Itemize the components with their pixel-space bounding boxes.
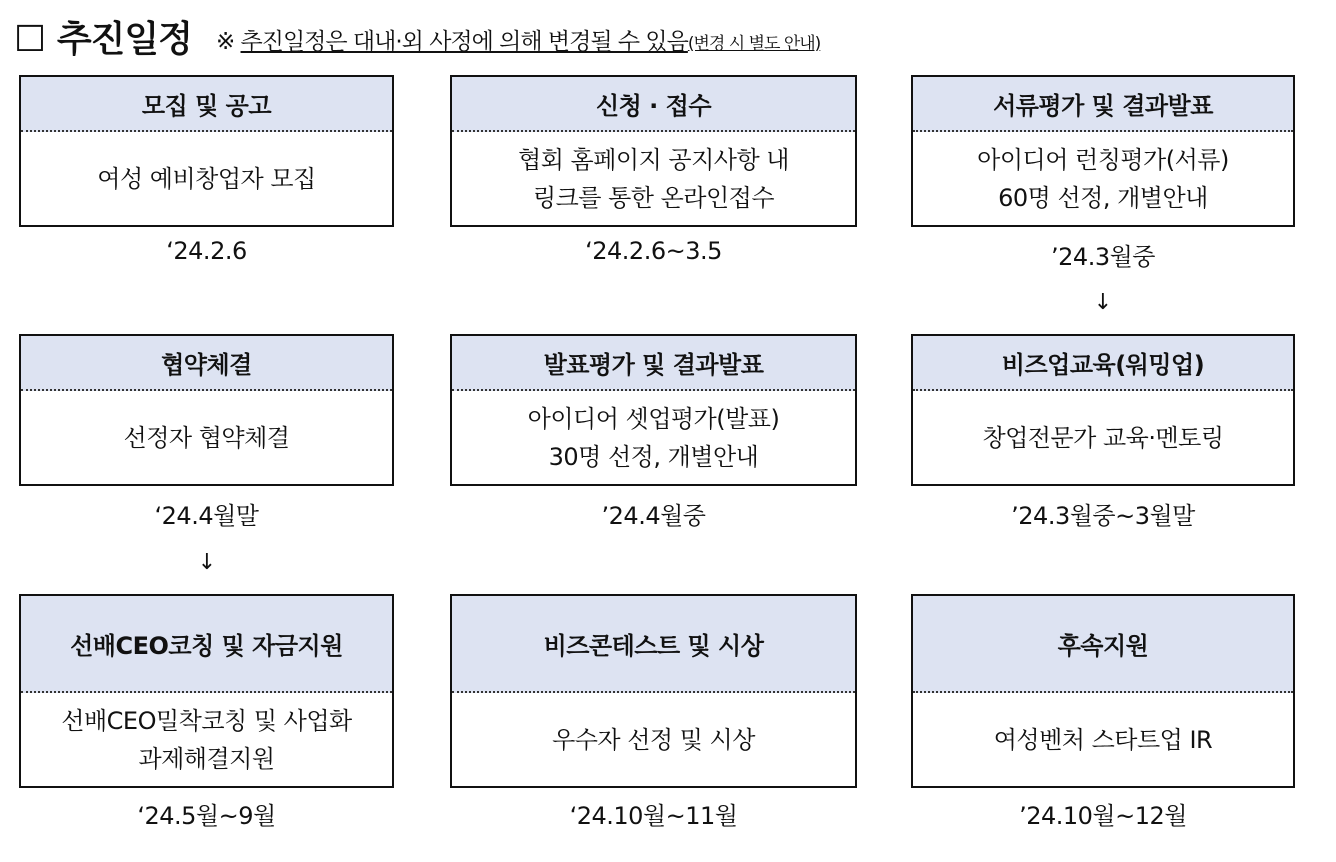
note-main: 추진일정은 대내·외 사정에 의해 변경될 수 있음 [240, 29, 688, 55]
step-line: 30명 선정, 개별안내 [548, 442, 759, 471]
step-title: 발표평가 및 결과발표 [452, 336, 855, 391]
step-line: 여성벤처 스타트업 IR [993, 725, 1213, 754]
step-box-ceo-coaching [19, 594, 394, 788]
step-date: ’24.3월중 [1051, 243, 1155, 271]
step-title: 모집 및 공고 [21, 77, 392, 132]
step-line: 창업전문가 교육·멘토링 [982, 423, 1224, 452]
step-box-recruitment [19, 75, 394, 227]
step-title: 비즈업교육(워밍업) [913, 336, 1293, 391]
step-title: 선배CEO코칭 및 자금지원 [21, 596, 392, 693]
step-date: ‘24.5월~9월 [137, 802, 276, 830]
step-box-biz-contest [450, 594, 857, 788]
step-title: 후속지원 [913, 596, 1293, 693]
step-line: 협회 홈페이지 공지사항 내 [518, 145, 789, 174]
step-line: 선배CEO밀착코칭 및 사업화 [61, 706, 352, 735]
step-body [913, 132, 1293, 225]
schedule-note [216, 22, 820, 64]
title-text: 추진일정 [56, 19, 192, 60]
step-date: ‘24.10월~11월 [569, 802, 738, 830]
step-title: 신청 · 접수 [452, 77, 855, 132]
step-line: 우수자 선정 및 시상 [552, 725, 755, 754]
step-date: ’24.4월중 [601, 502, 706, 530]
step-line: 아이디어 런칭평가(서류) [977, 145, 1229, 174]
step-title: 비즈콘테스트 및 시상 [452, 596, 855, 693]
step-line: 선정자 협약체결 [123, 423, 290, 452]
step-line: 아이디어 셋업평가(발표) [527, 404, 780, 433]
step-date: ‘24.2.6 [166, 237, 247, 265]
step-date: ‘24.4월말 [154, 502, 259, 530]
step-date: ‘24.2.6~3.5 [585, 237, 722, 265]
step-box-bizup-education [911, 334, 1295, 486]
step-line: 60명 선정, 개별안내 [998, 183, 1208, 212]
step-body [452, 693, 855, 786]
step-body [452, 391, 855, 484]
step-title: 협약체결 [21, 336, 392, 391]
step-body [913, 693, 1293, 786]
step-box-application [450, 75, 857, 227]
checkbox-icon: ☐ [14, 19, 46, 60]
step-title: 서류평가 및 결과발표 [913, 77, 1293, 132]
section-title [14, 16, 192, 64]
note-mark: ※ [215, 29, 241, 55]
step-line: 여성 예비창업자 모집 [97, 164, 316, 193]
step-body [452, 132, 855, 225]
step-line: 링크를 통한 온라인접수 [532, 183, 775, 212]
step-box-presentation-review [450, 334, 857, 486]
step-box-document-review [911, 75, 1295, 227]
down-arrow-icon: ↓ [1093, 290, 1113, 315]
step-box-agreement [19, 334, 394, 486]
section-header [14, 8, 820, 64]
step-body [21, 693, 392, 786]
step-body [21, 391, 392, 484]
step-body [913, 391, 1293, 484]
step-box-follow-up [911, 594, 1295, 788]
step-date: ’24.10월~12월 [1019, 802, 1187, 830]
step-date: ’24.3월중~3월말 [1011, 502, 1195, 530]
step-line: 과제해결지원 [138, 744, 275, 773]
note-small: (변경 시 별도 안내) [687, 34, 821, 54]
down-arrow-icon: ↓ [197, 550, 217, 575]
step-body [21, 132, 392, 225]
